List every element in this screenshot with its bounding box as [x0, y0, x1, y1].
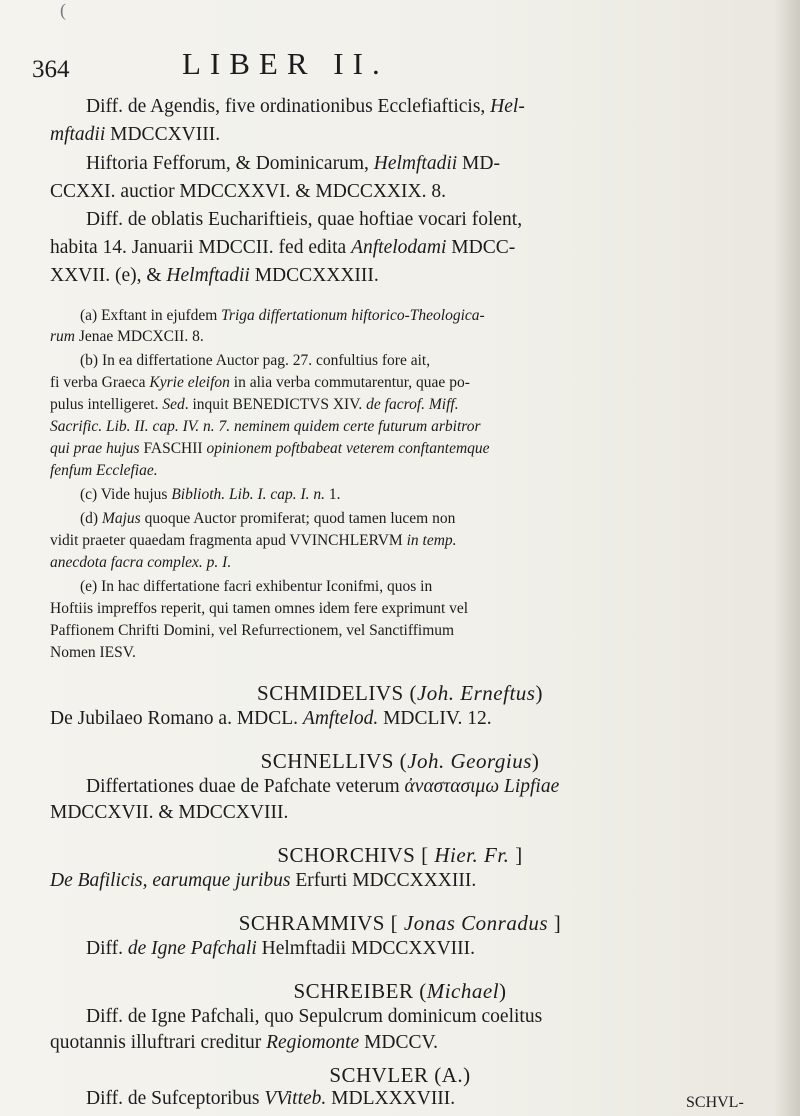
page-number: 364 [32, 56, 70, 83]
entry-line: Diff. de Agendis, five ordinationibus Ecclefiafticis, Hel- [86, 96, 525, 117]
entry-line: De Bafilicis, earumque juribus Erfurti MDCCXXXIII. [50, 870, 477, 891]
footnote-line: pulus intelligeret. Sed. inquit BENEDICTVS XIV. de facrof. Miff. [50, 396, 459, 413]
footnote-line: Hoftiis impreffos reperit, qui tamen omnes idem fere exprimunt vel [50, 600, 469, 617]
entry-line: Differtationes duae de Pafchate veterum ἀναστασιμω Lipfiae [86, 776, 560, 797]
footnote-line: (b) In ea differtatione Auctor pag. 27. confultius fore ait, [80, 352, 431, 369]
entry-line: quotannis illuftrari creditur Regiomonte MDCCV. [50, 1032, 438, 1053]
author-heading: SCHMIDELIVS (Joh. Erneftus) [257, 681, 543, 705]
footnote-line: Paffionem Chrifti Domini, vel Refurrectionem, vel Sanctiffimum [50, 622, 455, 639]
entry-line: mftadii MDCCXVIII. [50, 124, 221, 145]
footnote-line: Nomen IESV. [50, 644, 136, 661]
entry-line: Diff. de Sufceptoribus VVitteb. MDLXXXVIII. [86, 1088, 456, 1109]
footnote-line: (c) Vide hujus Biblioth. Lib. I. cap. I. n. 1. [80, 486, 341, 503]
footnote-line: vidit praeter quaedam fragmenta apud VVINCHLERVM in temp. [50, 532, 457, 549]
footnote-line: fi verba Graeca Kyrie eleifon in alia verba commutarentur, quae po- [50, 374, 470, 391]
entry-line: Diff. de Igne Pafchali, quo Sepulcrum dominicum coelitus [86, 1006, 543, 1027]
entry-line: MDCCXVII. & MDCCXVIII. [50, 802, 289, 823]
footnote-line: fenfum Ecclefiae. [50, 462, 158, 479]
footnote-line: (e) In hac differtatione facri exhibentur Iconifmi, quos in [80, 578, 433, 595]
catchword: SCHVL- [686, 1094, 744, 1111]
footnote-line: qui prae hujus FASCHII opinionem poftbabeat veterem conftantemque [50, 440, 490, 457]
entry-line: Diff. de Igne Pafchali Helmftadii MDCCXXVIII. [86, 938, 476, 959]
author-heading: SCHREIBER (Michael) [293, 979, 507, 1003]
page-edge-shadow [774, 0, 800, 1116]
author-heading: SCHNELLIVS (Joh. Georgius) [260, 749, 540, 773]
footnote-line: rum Jenae MDCXCII. 8. [50, 328, 204, 345]
entry-line: Diff. de oblatis Euchariftieis, quae hoftiae vocari folent, [86, 209, 523, 230]
running-title: LIBER II. [182, 46, 389, 81]
author-heading: SCHRAMMIVS [ Jonas Conradus ] [238, 911, 562, 935]
entry-line: CCXXI. auctior MDCCXXVI. & MDCCXXIX. 8. [50, 181, 446, 202]
entry-line: XXVII. (e), & Helmftadii MDCCXXXIII. [50, 265, 379, 286]
author-heading: SCHORCHIVS [ Hier. Fr. ] [277, 843, 523, 867]
footnote-line: anecdota facra complex. p. I. [50, 554, 232, 571]
top-mark: ( [60, 0, 66, 20]
footnote-line: (a) Exftant in ejufdem Triga differtationum hiftorico-Theologica- [80, 307, 485, 324]
entry-line: De Jubilaeo Romano a. MDCL. Amftelod. MDCLIV. 12. [50, 708, 492, 729]
entry-line: Hiftoria Fefforum, & Dominicarum, Helmftadii MD- [86, 153, 500, 174]
footnote-line: Sacrific. Lib. II. cap. IV. n. 7. neminem quidem certe futurum arbitror [50, 418, 481, 435]
footnote-line: (d) Majus quoque Auctor promiferat; quod tamen lucem non [80, 510, 456, 527]
entry-line: habita 14. Januarii MDCCII. fed edita Anftelodami MDCC- [50, 237, 516, 258]
author-heading: SCHVLER (A.) [329, 1063, 471, 1087]
